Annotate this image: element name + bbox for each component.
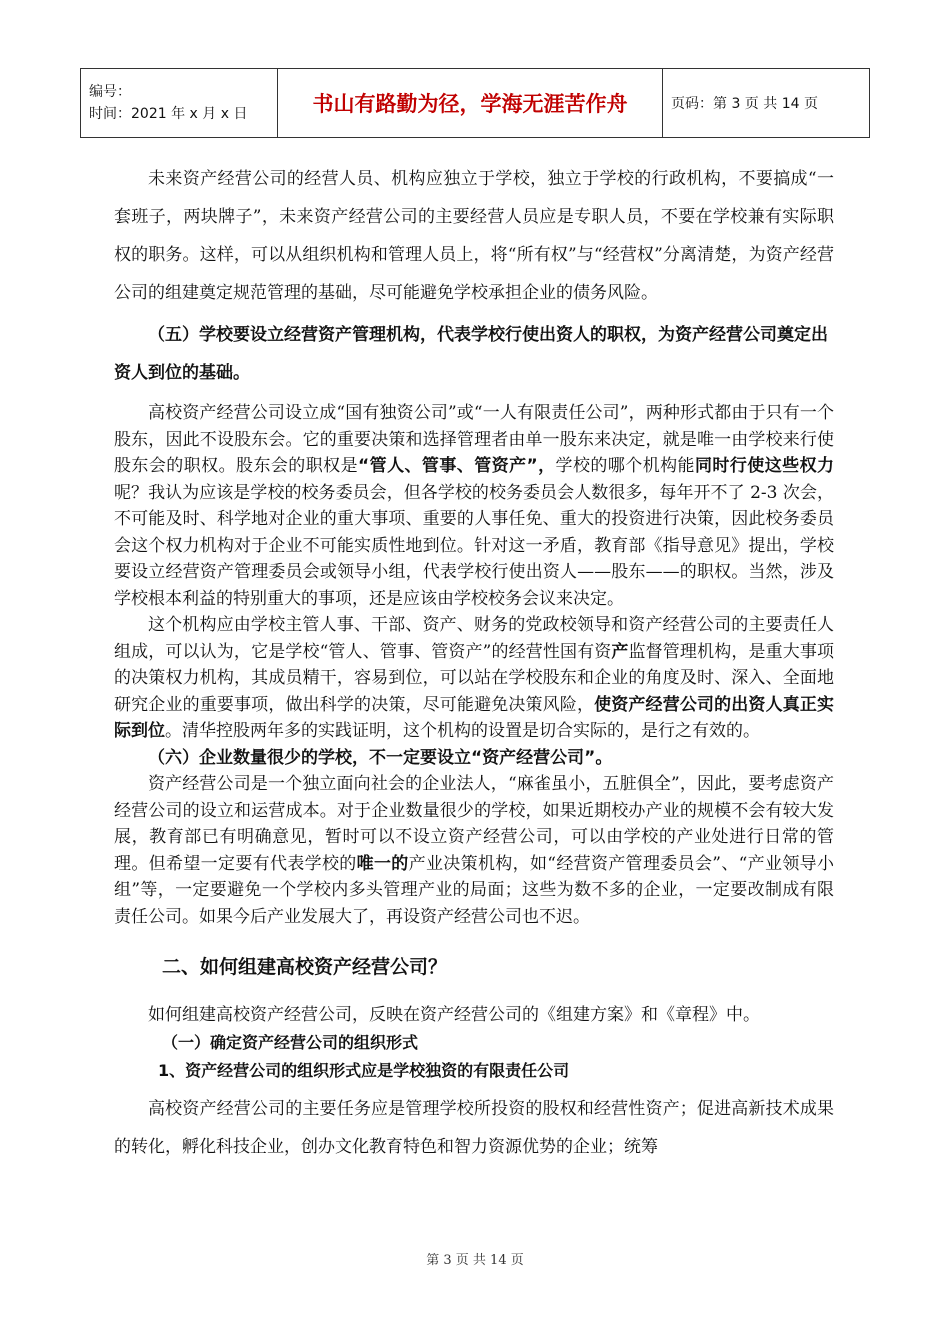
paragraph-1: 未来资产经营公司的经营人员、机构应独立于学校，独立于学校的行政机构，不要搞成“一套班子，两块牌子”，未来资产经营公司的主要经营人员应是专职人员，不要在学校兼有实际职权的职务。这样，可以从组织机构和管理人员上，将“所有权”与“经营权”分离清楚，为资产经营公司的组建奠定规范管理的基础，尽可能避免学校承担企业的债务风险。 — [114, 169, 834, 303]
section-heading-6: （六）企业数量很少的学校，不一定要设立“资产经营公司”。 — [148, 747, 613, 768]
paragraph-2-bold-b: 同时行使这些权力 — [695, 456, 835, 476]
section-heading-5: （五）学校要设立经营资产管理机构，代表学校行使出资人的职权，为资产经营公司奠定出资人到位的基础。 — [114, 325, 828, 383]
page-footer: 第 3 页 共 14 页 — [426, 1253, 524, 1268]
chapter-heading-2: 二、如何组建高校资产经营公司？ — [162, 956, 448, 978]
paragraph-2-bold-a: “管人、管事、管资产”， — [358, 456, 556, 476]
paragraph-3-text-b: 监督管理机构，是重大事项的决策权力机构，其成员精干，容易到位，可以站在学校股东和企业的角度及时、深入、全面地研究企业的重要事项，做出科学的决策，尽可能避免决策风险， — [114, 641, 835, 715]
paragraph-6: 高校资产经营公司的主要任务应是管理学校所投资的股权和经营性资产；促进高新技术成果的转化，孵化科技企业，创办文化教育特色和智力资源优势的企业；统筹 — [114, 1099, 834, 1157]
paragraph-5: 如何组建高校资产经营公司，反映在资产经营公司的《组建方案》和《章程》中。 — [148, 1005, 760, 1025]
paragraph-4 — [114, 771, 834, 930]
paragraph-3-bold-b: 使资产经营公司的出资人真正实际到位 — [114, 694, 835, 741]
paragraph-2-text-c: 呢？我认为应该是学校的校务委员会，但各学校的校务委员会人数很多，每年开不了 2-3 次会，不可能及时、科学地对企业的重大事项、重要的人事任免、重大的投资进行决策，因此校务委员会这个权力机构对于企业不可能实质性地到位。针对这一矛盾，教育部《指导意见》提出，学校要设立经营资产管理委员会或领导小组，代表学校行使出资人——股东——的职权。当然，涉及学校根本利益的特别重大的事项，还是应该由学校校务会议来决定。 — [114, 482, 834, 609]
paragraph-4-text-a: 资产经营公司是一个独立面向社会的企业法人，“麻雀虽小，五脏俱全”，因此，要考虑资产经营公司的设立和运营成本。对于企业数量很少的学校，如果近期校办产业的规模不会有较大发展，教育部已有明确意见，暂时可以不设立资产经营公司，可以由学校的产业处进行日常的管理。但希望一定要有代表学校的 — [114, 774, 834, 874]
paragraph-3-text-c: 。清华控股两年多的实践证明，这个机构的设置是切合实际的，是行之有效的。 — [165, 721, 760, 741]
header-motto: 书山有路勤为径，学海无涯苦作舟 — [278, 69, 663, 138]
header-page-label: 页码：第 3 页 共 14 页 — [663, 69, 870, 138]
paragraph-3-text-a: 这个机构应由学校主管人事、干部、资产、财务的党政校领导和资产经营公司的主要责任人组成，可以认为，它是学校“管人、管事、管资产”的经营性国有资 — [114, 615, 834, 662]
paragraph-3-bold-a: 产 — [611, 641, 629, 662]
subheading-1: （一）确定资产经营公司的组织形式 — [162, 1033, 419, 1052]
paragraph-4-text-b: 产业决策机构，如“经营资产管理委员会”、“产业领导小组”等，一定要避免一个学校内多头管理产业的局面；这些为数不多的企业，一定要改制成有限责任公司。如果今后产业发展大了，再设资产经营公司也不迟。 — [114, 853, 834, 927]
document-body — [114, 160, 834, 1166]
paragraph-2 — [114, 400, 834, 612]
subheading-1-1: 1、资产经营公司的组织形式应是学校独资的有限责任公司 — [158, 1061, 570, 1080]
paragraph-3 — [114, 612, 834, 745]
document-number-label: 编号： — [89, 84, 131, 100]
document-time-label: 时间：2021 年 x 月 x 日 — [89, 106, 248, 122]
paragraph-4-bold: 唯一的 — [356, 853, 409, 874]
header-left-cell — [81, 69, 278, 138]
document-header — [80, 68, 870, 138]
paragraph-2-text-a: 高校资产经营公司设立成“国有独资公司”或“一人有限责任公司”，两种形式都由于只有一个股东，因此不设股东会。它的重要决策和选择管理者由单一股东来决定，就是唯一由学校来行使股东会的职权。股东会的职权是 — [114, 403, 834, 476]
paragraph-2-text-b: 学校的哪个机构能 — [555, 456, 695, 476]
